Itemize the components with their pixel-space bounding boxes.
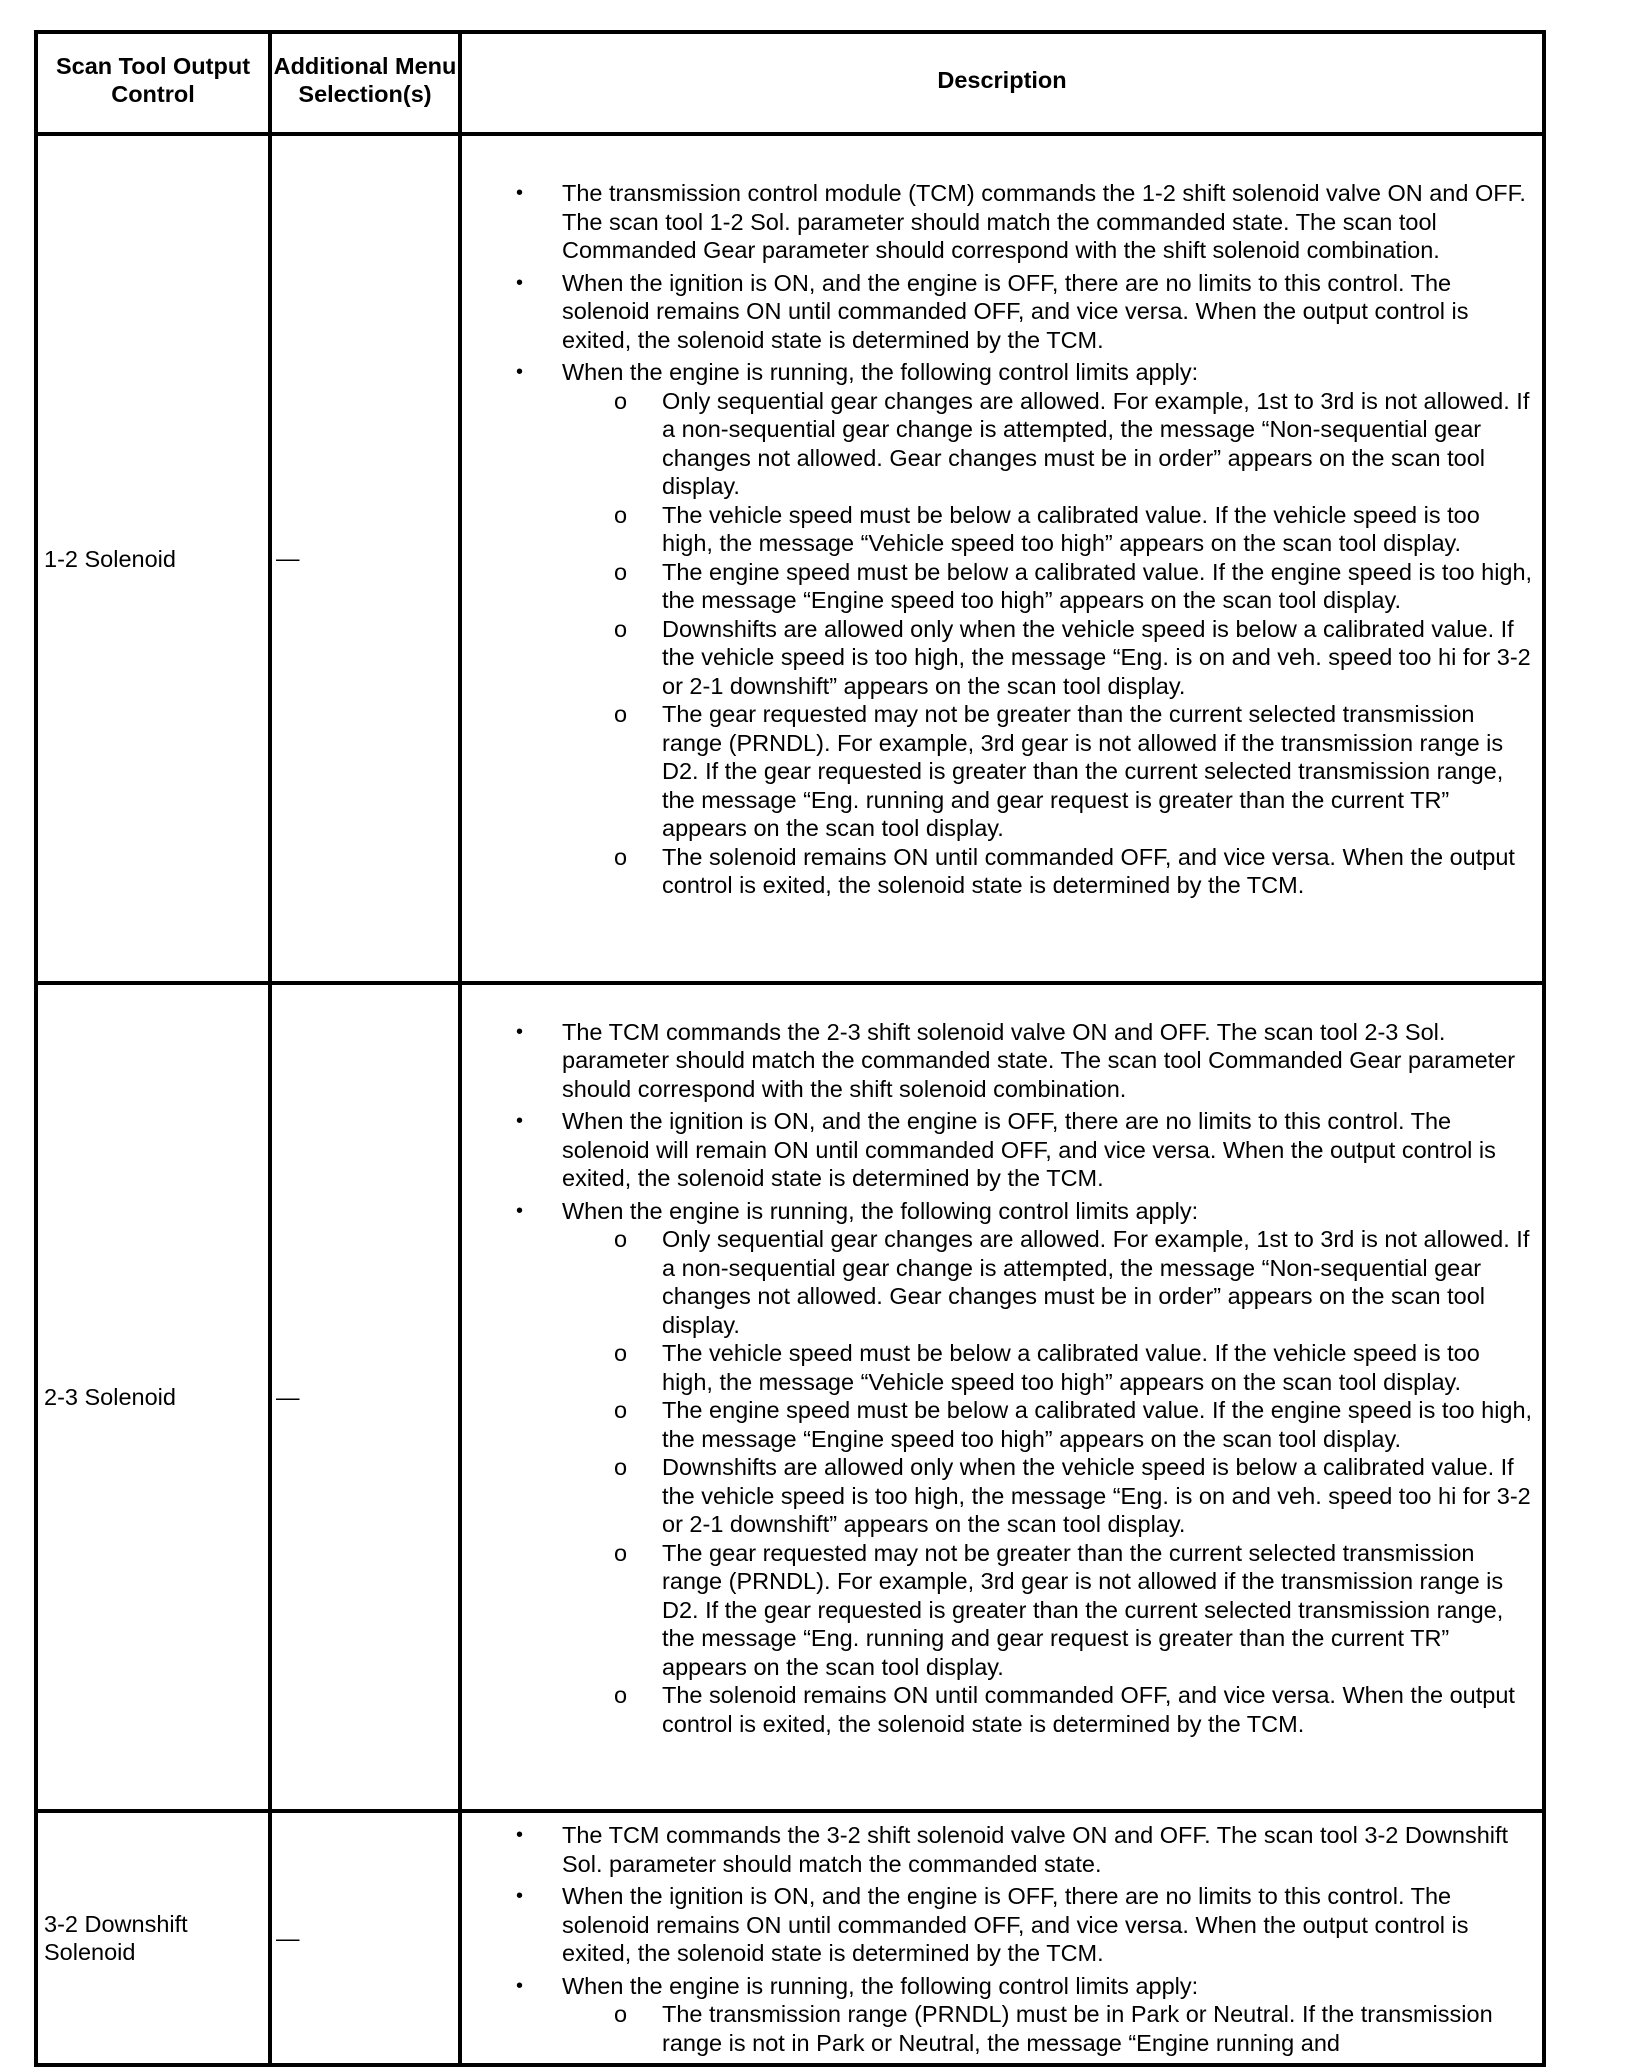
sub-bullet-text: The vehicle speed must be below a calibrated value. If the vehicle speed is too high, the message “Vehicle speed too high” appears on the scan tool display.	[662, 501, 1480, 557]
sub-bullet-item	[562, 1453, 1534, 1539]
sub-bullet-icon: o	[614, 1397, 628, 1424]
sub-bullet-item	[562, 387, 1534, 501]
bullet-text: When the ignition is ON, and the engine is OFF, there are no limits to this control. The solenoid remains ON until commanded OFF, and vice versa. When the output control is exited, the solenoid state is determined by the TCM.	[562, 269, 1469, 353]
sub-bullet-icon: o	[614, 701, 628, 728]
table-row	[36, 983, 1544, 1811]
bullet-icon: •	[516, 1824, 524, 1846]
table-header-row	[36, 32, 1544, 134]
bullet-text: When the engine is running, the following control limits apply:	[562, 1197, 1199, 1224]
sub-bullet-text: The gear requested may not be greater than the current selected transmission range (PRNDL). For example, 3rd gear is not allowed if the transmission range is D2. If the gear requested is greater than the current selected transmission range, the message “Eng. running and gear request is greater than the current TR” appears on the scan tool display.	[662, 1539, 1504, 1680]
scan-tool-output-control-table	[34, 30, 1546, 2067]
sub-bullet-item	[562, 1396, 1534, 1453]
bullet-item	[462, 1882, 1534, 1968]
sub-bullet-text: The engine speed must be below a calibrated value. If the engine speed is too high, the message “Engine speed too high” appears on the scan tool display.	[662, 1397, 1533, 1452]
control-name: 1-2 Solenoid	[36, 134, 270, 983]
sub-bullet-item	[562, 1539, 1534, 1682]
sub-bullet-item	[562, 558, 1534, 615]
control-name: 3-2 Downshift Solenoid	[36, 1811, 270, 2065]
sub-bullet-text: The gear requested may not be greater than the current selected transmission range (PRNDL). For example, 3rd gear is not allowed if the transmission range is D2. If the gear requested is greater than the current selected transmission range, the message “Eng. running and gear request is greater than the current TR” appears on the scan tool display.	[662, 701, 1504, 842]
bullet-icon: •	[516, 1110, 524, 1133]
sub-bullet-icon: o	[614, 1340, 628, 1367]
sub-bullet-item	[562, 2000, 1534, 2057]
control-name: 2-3 Solenoid	[36, 983, 270, 1811]
bullet-text: When the ignition is ON, and the engine is OFF, there are no limits to this control. The solenoid will remain ON until commanded OFF, and vice versa. When the output control is exited, the solenoid state is determined by the TCM.	[562, 1108, 1496, 1192]
bullet-item	[462, 1972, 1534, 2058]
bullet-item	[462, 1107, 1534, 1193]
description-cell	[460, 1811, 1544, 2065]
sub-bullet-icon: o	[614, 387, 628, 414]
sub-bullet-icon: o	[614, 843, 628, 870]
sub-bullet-text: The transmission range (PRNDL) must be in Park or Neutral. If the transmission range is not in Park or Neutral, the message “Engine running and	[662, 2001, 1493, 2056]
table-row	[36, 134, 1544, 983]
bullet-item	[462, 1018, 1534, 1104]
bullet-item	[462, 358, 1534, 900]
bullet-icon: •	[516, 271, 524, 294]
sub-bullet-text: Only sequential gear changes are allowed. For example, 1st to 3rd is not allowed. If a non-sequential gear change is attempted, the message “Non-sequential gear changes not allowed. Gear changes must be in order” appears on the scan tool display.	[662, 387, 1530, 500]
sub-bullet-item	[562, 501, 1534, 558]
sub-bullet-icon: o	[614, 558, 628, 585]
sub-bullet-text: The solenoid remains ON until commanded OFF, and vice versa. When the output control is exited, the solenoid state is determined by the TCM.	[662, 1682, 1515, 1737]
sub-bullet-icon: o	[614, 2001, 628, 2027]
bullet-text: When the engine is running, the following control limits apply:	[562, 359, 1199, 386]
sub-bullet-item	[562, 1681, 1534, 1738]
sub-bullet-item	[562, 615, 1534, 701]
sub-bullet-text: Downshifts are allowed only when the vehicle speed is below a calibrated value. If the vehicle speed is too high, the message “Eng. is on and veh. speed too hi for 3-2 or 2-1 downshift” appears on the scan tool display.	[662, 615, 1531, 699]
description-cell	[460, 983, 1544, 1811]
bullet-text: The TCM commands the 2-3 shift solenoid valve ON and OFF. The scan tool 2-3 Sol. parameter should match the commanded state. The scan tool Commanded Gear parameter should correspond with the shift solenoid combination.	[562, 1018, 1516, 1102]
sub-bullet-icon: o	[614, 1539, 628, 1566]
header-scan-tool-output-control: Scan Tool Output Control	[36, 32, 270, 134]
table-row	[36, 1811, 1544, 2065]
bullet-icon: •	[516, 1974, 524, 1997]
bullet-text: When the engine is running, the following control limits apply:	[562, 1972, 1199, 1999]
bullet-text: When the ignition is ON, and the engine is OFF, there are no limits to this control. The solenoid remains ON until commanded OFF, and vice versa. When the output control is exited, the solenoid state is determined by the TCM.	[562, 1883, 1469, 1966]
bullet-item	[462, 1197, 1534, 1739]
header-additional-menu-selections: Additional Menu Selection(s)	[270, 32, 460, 134]
bullet-text: The transmission control module (TCM) commands the 1-2 shift solenoid valve ON and OFF. The scan tool 1-2 Sol. parameter should match the commanded state. The scan tool Commanded Gear parameter should correspond with the shift solenoid combination.	[562, 180, 1526, 264]
sub-bullet-icon: o	[614, 1226, 628, 1253]
sub-bullet-icon: o	[614, 1682, 628, 1709]
sub-bullet-text: Downshifts are allowed only when the vehicle speed is below a calibrated value. If the vehicle speed is too high, the message “Eng. is on and veh. speed too hi for 3-2 or 2-1 downshift” appears on the scan tool display.	[662, 1454, 1531, 1538]
bullet-icon: •	[516, 182, 524, 205]
header-description: Description	[460, 32, 1544, 134]
bullet-item	[462, 269, 1534, 355]
bullet-icon: •	[516, 1020, 524, 1043]
bullet-icon: •	[516, 1885, 524, 1907]
sub-bullet-icon: o	[614, 501, 628, 528]
menu-selection: —	[270, 134, 460, 983]
sub-bullet-item	[562, 1339, 1534, 1396]
sub-bullet-icon: o	[614, 615, 628, 642]
bullet-item	[462, 1821, 1534, 1878]
sub-bullet-item	[562, 700, 1534, 843]
menu-selection: —	[270, 1811, 460, 2065]
sub-bullet-text: Only sequential gear changes are allowed. For example, 1st to 3rd is not allowed. If a non-sequential gear change is attempted, the message “Non-sequential gear changes not allowed. Gear changes must be in order” appears on the scan tool display.	[662, 1226, 1530, 1338]
bullet-item	[462, 179, 1534, 265]
sub-bullet-text: The vehicle speed must be below a calibrated value. If the vehicle speed is too high, the message “Vehicle speed too high” appears on the scan tool display.	[662, 1340, 1480, 1395]
sub-bullet-text: The engine speed must be below a calibrated value. If the engine speed is too high, the message “Engine speed too high” appears on the scan tool display.	[662, 558, 1533, 614]
sub-bullet-item	[562, 843, 1534, 900]
sub-bullet-icon: o	[614, 1454, 628, 1481]
sub-bullet-text: The solenoid remains ON until commanded OFF, and vice versa. When the output control is exited, the solenoid state is determined by the TCM.	[662, 843, 1515, 899]
sub-bullet-item	[562, 1225, 1534, 1339]
description-cell	[460, 134, 1544, 983]
bullet-icon: •	[516, 1199, 524, 1222]
bullet-text: The TCM commands the 3-2 shift solenoid valve ON and OFF. The scan tool 3-2 Downshift Sol. parameter should match the commanded state.	[562, 1822, 1509, 1877]
menu-selection: —	[270, 983, 460, 1811]
bullet-icon: •	[516, 361, 524, 384]
